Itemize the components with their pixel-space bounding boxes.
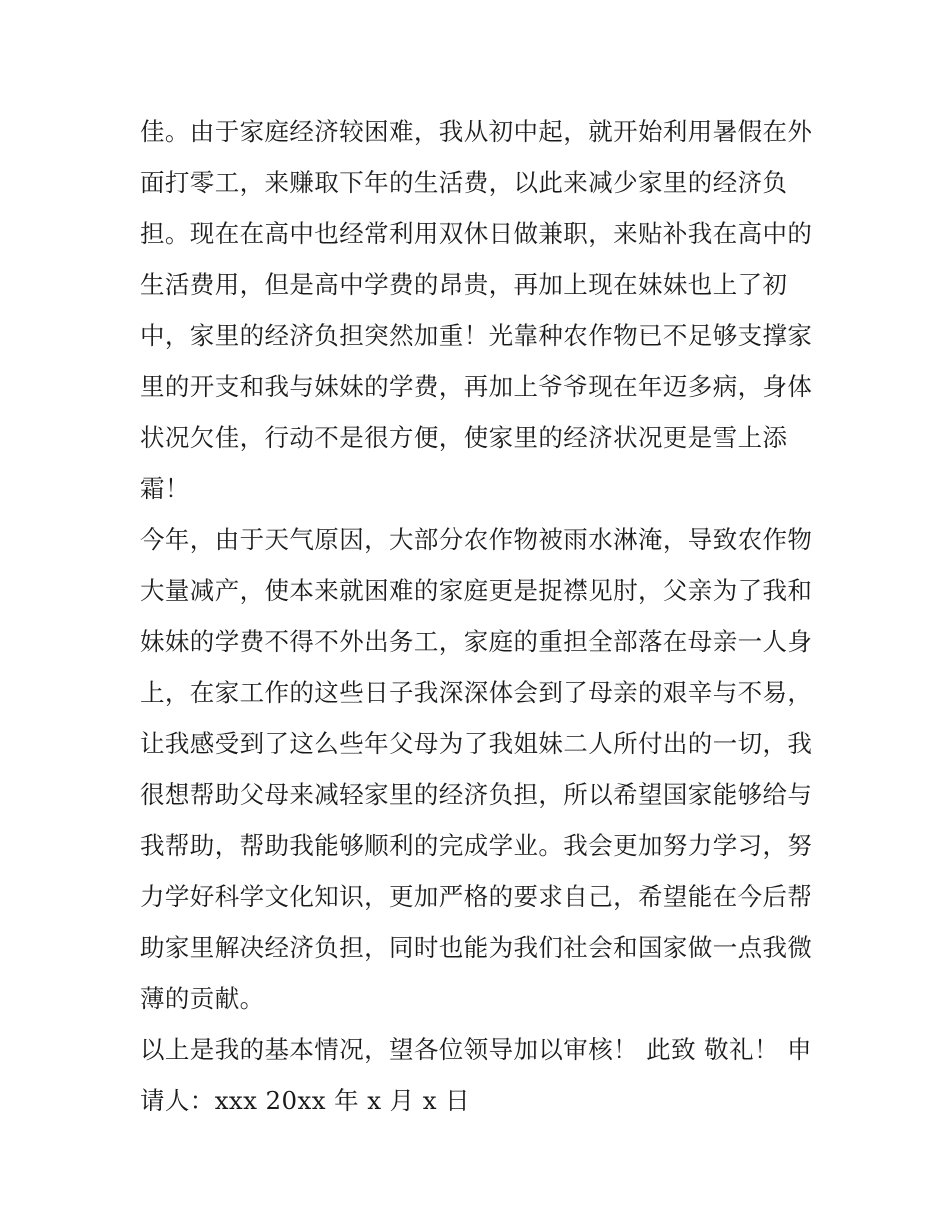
text-line: 今年，由于天气原因，大部分农作物被雨水淋淹，导致农作物	[140, 525, 813, 554]
text-line: 生活费用，但是高中学费的昂贵，再加上现在妹妹也上了初	[140, 270, 788, 299]
text-line: 大量减产，使本来就困难的家庭更是捉襟见肘，父亲为了我和	[140, 576, 813, 605]
text-line: 面打零工，来赚取下年的生活费，以此来减少家里的经济负	[140, 168, 788, 197]
text-line: 力学好科学文化知识，更加严格的要求自己，希望能在今后帮	[140, 882, 813, 911]
text-line: 助家里解决经济负担，同时也能为我们社会和国家做一点我微	[140, 933, 813, 962]
text-line: 让我感受到了这么些年父母为了我姐妹二人所付出的一切，我	[140, 729, 813, 758]
signature-line: 请人：xxx 20xx 年 x 月 x 日	[140, 1086, 471, 1115]
text-line: 中，家里的经济负担突然加重！光靠种农作物已不足够支撑家	[140, 321, 813, 350]
text-line: 妹妹的学费不得不外出务工，家庭的重担全部落在母亲一人身	[140, 627, 813, 656]
text-line: 状况欠佳，行动不是很方便，使家里的经济状况更是雪上添	[140, 423, 788, 452]
document-body	[140, 106, 820, 1126]
text-line: 以上是我的基本情况，望各位领导加以审核！ 此致 敬礼！ 申	[140, 1035, 812, 1064]
text-line: 担。现在在高中也经常利用双休日做兼职，来贴补我在高中的	[140, 219, 813, 248]
text-line: 里的开支和我与妹妹的学费，再加上爷爷现在年迈多病，身体	[140, 372, 813, 401]
text-line: 佳。由于家庭经济较困难，我从初中起，就开始利用暑假在外	[140, 117, 813, 146]
text-line: 很想帮助父母来减轻家里的经济负担，所以希望国家能够给与	[140, 780, 813, 809]
text-line: 上，在家工作的这些日子我深深体会到了母亲的艰辛与不易，	[140, 678, 813, 707]
text-line: 我帮助，帮助我能够顺利的完成学业。我会更加努力学习，努	[140, 831, 813, 860]
text-line: 薄的贡献。	[140, 984, 265, 1013]
text-line: 霜！	[140, 474, 190, 503]
